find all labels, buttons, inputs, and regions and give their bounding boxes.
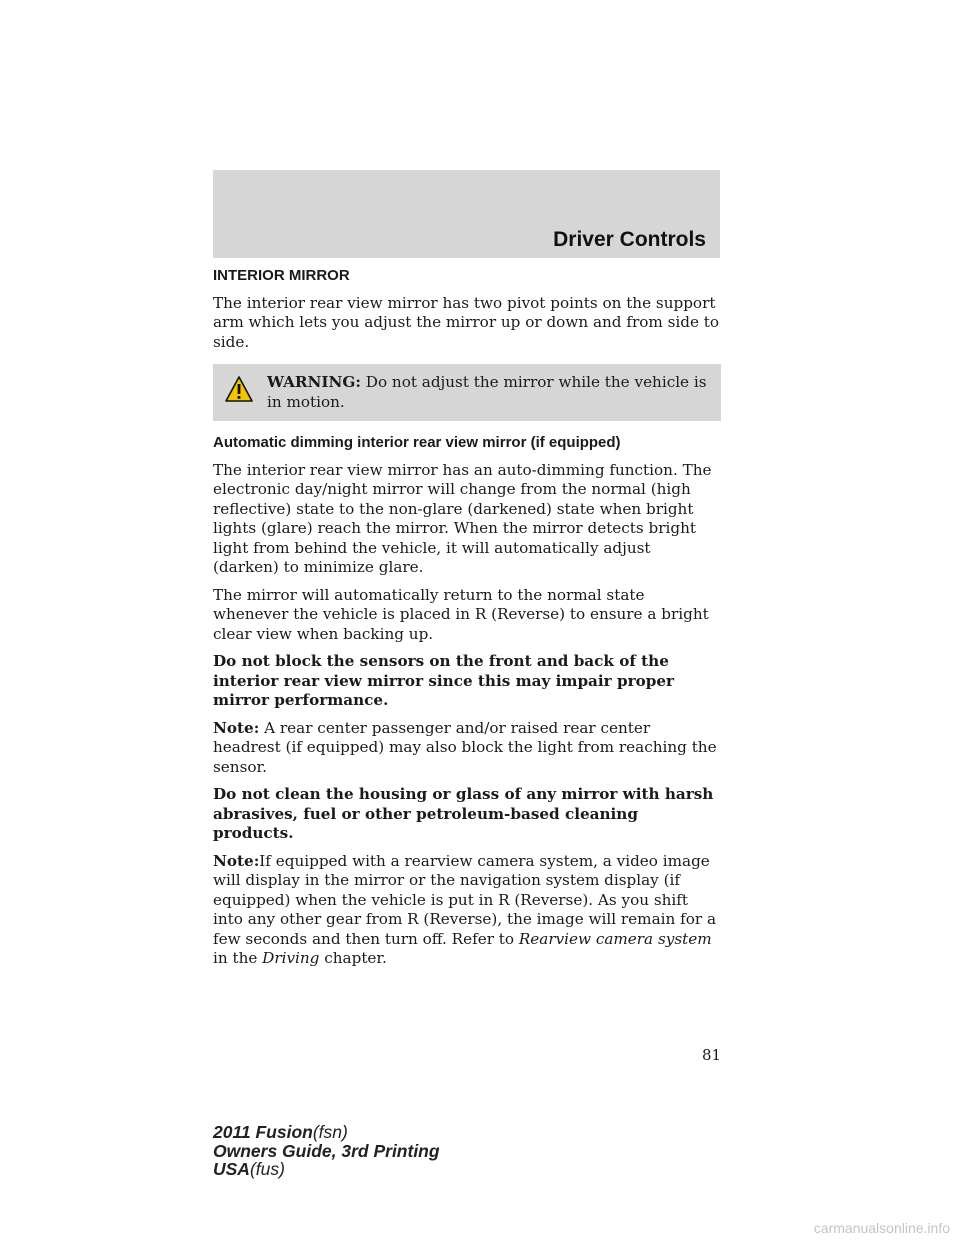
paragraph-reverse: The mirror will automatically return to the normal state whenever the vehicle is placed in R (Reverse) to ensure a bright clear view when backing up. <box>213 585 709 643</box>
footer-model-code: (fsn) <box>312 1122 348 1142</box>
note-headrest <box>213 719 721 778</box>
note-text-mid: in the <box>213 949 263 967</box>
section-heading: INTERIOR MIRROR <box>213 267 350 284</box>
footer-region-code: (fus) <box>249 1159 285 1179</box>
note-label: Note: <box>213 718 260 737</box>
paragraph-auto-dimming: The interior rear view mirror has an auto-dimming function. The electronic day/night mirror will change from the normal (high reflective) state to the non-glare (darkened) state when bright lights (glare) reach the mirror. When the mirror detects bright light from behind the vehicle, it will automatically adjust (darken) to minimize glare. <box>213 460 712 576</box>
footer-line-3 <box>213 1160 440 1179</box>
intro-paragraph: The interior rear view mirror has two pivot points on the support arm which lets you adjust the mirror up or down and from side to side. <box>213 293 720 351</box>
document-footer <box>213 1123 440 1179</box>
warning-triangle-icon <box>225 376 253 402</box>
chapter-title: Driver Controls <box>553 228 706 251</box>
page-number: 81 <box>702 1046 722 1064</box>
note-text: If equipped with a rearview camera system, a video image will display in the mirror or the navigation system display (if equipped) when the vehicle is put in R (Reverse). As you shift into any other gear from R (Reverse), the image will remain for a few seconds and then turn off. Refer to <box>213 851 716 948</box>
warning-box <box>213 364 721 421</box>
footer-model: 2011 Fusion <box>213 1122 313 1142</box>
warning-label: WARNING: <box>267 373 361 391</box>
bold-notice-sensors: Do not block the sensors on the front and back of the interior rear view mirror since this may impair proper mirror performance. <box>213 652 674 709</box>
chapter-header-bar <box>213 170 720 258</box>
subsection-heading: Automatic dimming interior rear view mirror (if equipped) <box>213 434 621 451</box>
cross-reference-rearview: Rearview camera system <box>518 929 712 948</box>
note-label: Note: <box>213 851 260 870</box>
footer-region: USA <box>213 1159 250 1179</box>
footer-line-1 <box>213 1123 440 1142</box>
note-camera <box>213 852 721 969</box>
cross-reference-driving: Driving <box>262 949 320 967</box>
page-content <box>213 266 721 977</box>
warning-text: Do not adjust the mirror while the vehicle is in motion. <box>267 373 707 411</box>
note-text: A rear center passenger and/or raised rear center headrest (if equipped) may also block the light from reaching the sensor. <box>213 718 717 776</box>
note-text-end: chapter. <box>319 949 387 967</box>
bold-notice-cleaning: Do not clean the housing or glass of any mirror with harsh abrasives, fuel or other petroleum-based cleaning products. <box>213 785 714 842</box>
watermark: carmanualsonline.info <box>813 1220 950 1236</box>
footer-line-2: Owners Guide, 3rd Printing <box>213 1140 440 1161</box>
